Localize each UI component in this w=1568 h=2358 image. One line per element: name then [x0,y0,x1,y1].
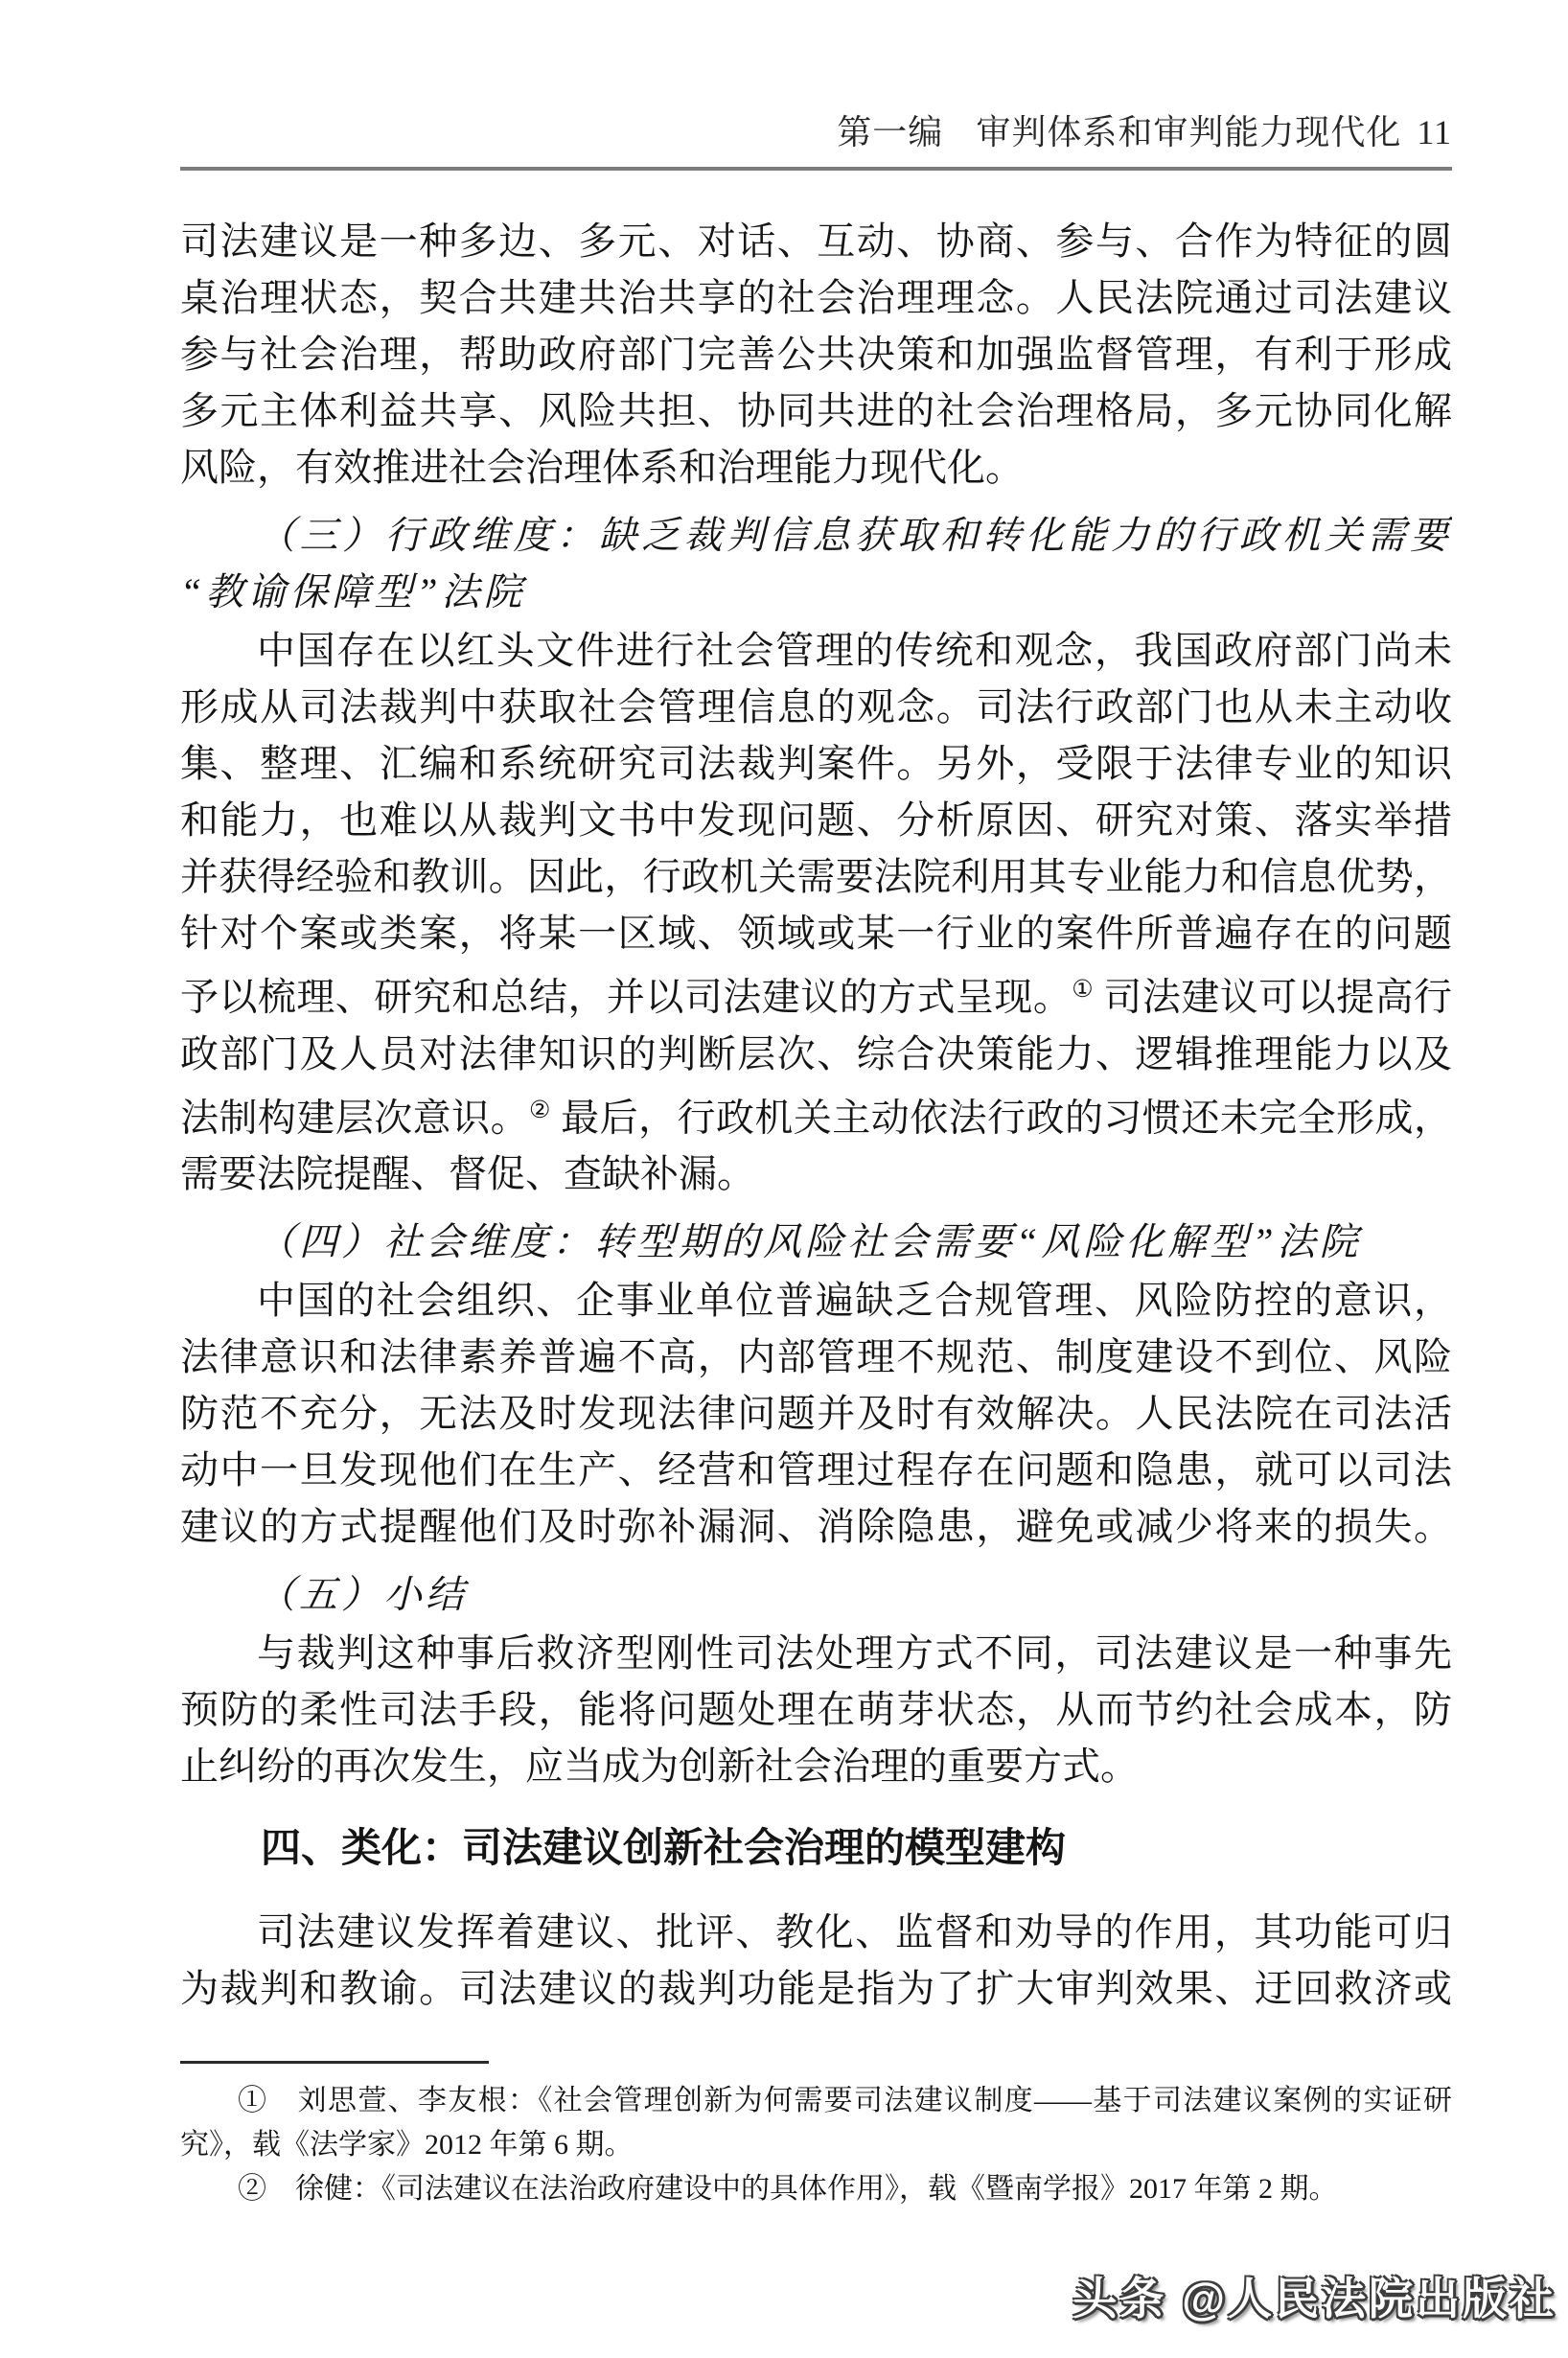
text-segment: 为裁判和教谕。司法建议的裁判功能是指为了扩大审判效果、迂回救济或 [180,1967,1452,2011]
text-segment: 司法建议是一种多边、多元、对话、互动、协商、参与、合作为特征的圆 [180,220,1452,263]
text-segment: 多元主体利益共享、风险共担、协同共进的社会治理格局，多元协同化解 [180,389,1452,432]
text-line [180,382,1452,439]
footnote-ref: ① [1072,977,1094,1003]
text-line [180,269,1452,326]
text-line [180,1145,1452,1202]
text-line [180,1214,1452,1270]
text-segment: 中国存在以红头文件进行社会管理的传统和观念，我国政府部门尚未 [257,629,1452,672]
text-line [180,1819,1452,1877]
paragraph [180,1904,1452,2017]
footnote [180,2167,1452,2211]
text-segment: 并获得经验和教训。因此，行政机关需要法院利用其专业能力和信息优势， [180,855,1452,898]
text-line [180,2123,1452,2167]
text-segment: （三）行政维度：缺乏裁判信息获取和转化能力的行政机关需要 [257,514,1452,557]
watermark: 头条 @人民法院出版社 [1072,2274,1556,2323]
text-line [180,1566,1452,1623]
footnote [180,2079,1452,2167]
text-segment: 止纠纷的再次发生，应当成为创新社会治理的重要方式。 [180,1745,1139,1789]
text-line [180,1026,1452,1082]
text-segment: 需要法院提醒、督促、查缺补漏。 [180,1152,755,1196]
text-line [180,507,1452,564]
text-segment: 预防的柔性司法手段，能将问题处理在萌芽状态，从而节约社会成本，防 [180,1688,1452,1732]
text-line [180,1272,1452,1329]
text-line [180,326,1452,382]
running-header [180,111,1452,153]
text-line [180,564,1452,620]
text-segment: 法律意识和法律素养普遍不高，内部管理不规范、制度建设不到位、风险 [180,1335,1452,1379]
text-line [180,679,1452,735]
text-line [180,1385,1452,1442]
text-line [180,1738,1452,1794]
section-subheading [180,1214,1452,1270]
text-segment: 予以梳理、研究和总结，并以司法建议的方式呈现。 [180,975,1072,1019]
text-line [180,1329,1452,1385]
section-subheading [180,1566,1452,1623]
text-segment: 政部门及人员对法律知识的判断层次、综合决策能力、逻辑推理能力以及 [180,1031,1452,1075]
text-segment: 针对个案或类案，将某一区域、领域或某一行业的案件所普遍存在的问题 [180,912,1452,955]
text-segment: ① 刘思萱、李友根：《社会管理创新为何需要司法建议制度——基于司法建议案例的实证研 [238,2085,1452,2117]
body-text-blocks [180,213,1452,2017]
text-segment: 与裁判这种事后救济型刚性司法处理方式不同，司法建议是一种事先 [257,1631,1452,1676]
text-line [180,735,1452,792]
paragraph [180,1272,1452,1555]
section-subheading [180,507,1452,620]
text-segment: （五）小结 [257,1573,468,1617]
text-segment: 形成从司法裁判中获取社会管理信息的观念。司法行政部门也从未主动收 [180,685,1452,728]
footnotes [180,2079,1452,2211]
page-number: 11 [1417,113,1452,151]
footnote-ref: ② [529,1097,551,1123]
text-segment: 桌治理状态，契合共建共治共享的社会治理理念。人民法院通过司法建议 [180,276,1452,319]
text-segment: 中国的社会组织、企事业单位普遍缺乏合规管理、风险防控的意识， [257,1279,1452,1323]
text-line [180,2167,1452,2211]
text-line [180,1082,1452,1146]
paragraph [180,213,1452,496]
header-chapter-title: 审判体系和审判能力现代化 [976,113,1402,151]
text-line [180,1960,1452,2017]
page-body [180,213,1452,2211]
text-segment: ② 徐健：《司法建议在法治政府建设中的具体作用》，载《暨南学报》2017 年第 2 期。 [238,2173,1338,2206]
text-line [180,961,1452,1026]
text-line [180,213,1452,269]
text-segment: （四）社会维度：转型期的风险社会需要“风险化解型”法院 [257,1220,1362,1264]
text-line [180,1681,1452,1738]
text-segment: “教谕保障型”法院 [180,570,526,613]
text-line [180,1442,1452,1498]
text-line [180,2079,1452,2123]
text-segment: 参与社会治理，帮助政府部门完善公共决策和加强监督管理，有利于形成 [180,333,1452,376]
paragraph [180,622,1452,1202]
header-rule [180,167,1452,171]
footnote-separator [180,2061,489,2064]
text-segment: 司法建议可以提高行 [1093,975,1452,1019]
text-segment: 防范不充分，无法及时发现法律问题并及时有效解决。人民法院在司法活 [180,1392,1452,1436]
text-line [180,905,1452,961]
text-segment: 最后，行政机关主动依法行政的习惯还未完全形成， [550,1096,1452,1140]
paragraph [180,1625,1452,1794]
text-segment: 和能力，也难以从裁判文书中发现问题、分析原因、研究对策、落实举措 [180,798,1452,842]
text-line [180,1498,1452,1555]
text-line [180,848,1452,905]
text-line [180,792,1452,848]
text-segment: 四、类化：司法建议创新社会治理的模型建构 [261,1825,1067,1871]
text-segment: 建议的方式提醒他们及时弥补漏洞、消除隐患，避免或减少将来的损失。 [180,1505,1452,1549]
numbered-section-heading [180,1819,1452,1877]
text-segment: 司法建议发挥着建议、批评、教化、监督和劝导的作用，其功能可归 [257,1910,1452,1954]
text-line [180,622,1452,679]
text-segment: 法制构建层次意识。 [180,1096,530,1140]
header-section-label: 第一编 [837,113,944,151]
text-segment: 集、整理、汇编和系统研究司法裁判案件。另外，受限于法律专业的知识 [180,742,1452,785]
text-segment: 风险，有效推进社会治理体系和治理能力现代化。 [180,446,1024,489]
text-line [180,1904,1452,1960]
text-segment: 究》，载《法学家》2012 年第 6 期。 [180,2129,634,2162]
text-segment: 动中一旦发现他们在生产、经营和管理过程存在问题和隐患，就可以司法 [180,1448,1452,1492]
text-line [180,439,1452,496]
text-line [180,1625,1452,1681]
